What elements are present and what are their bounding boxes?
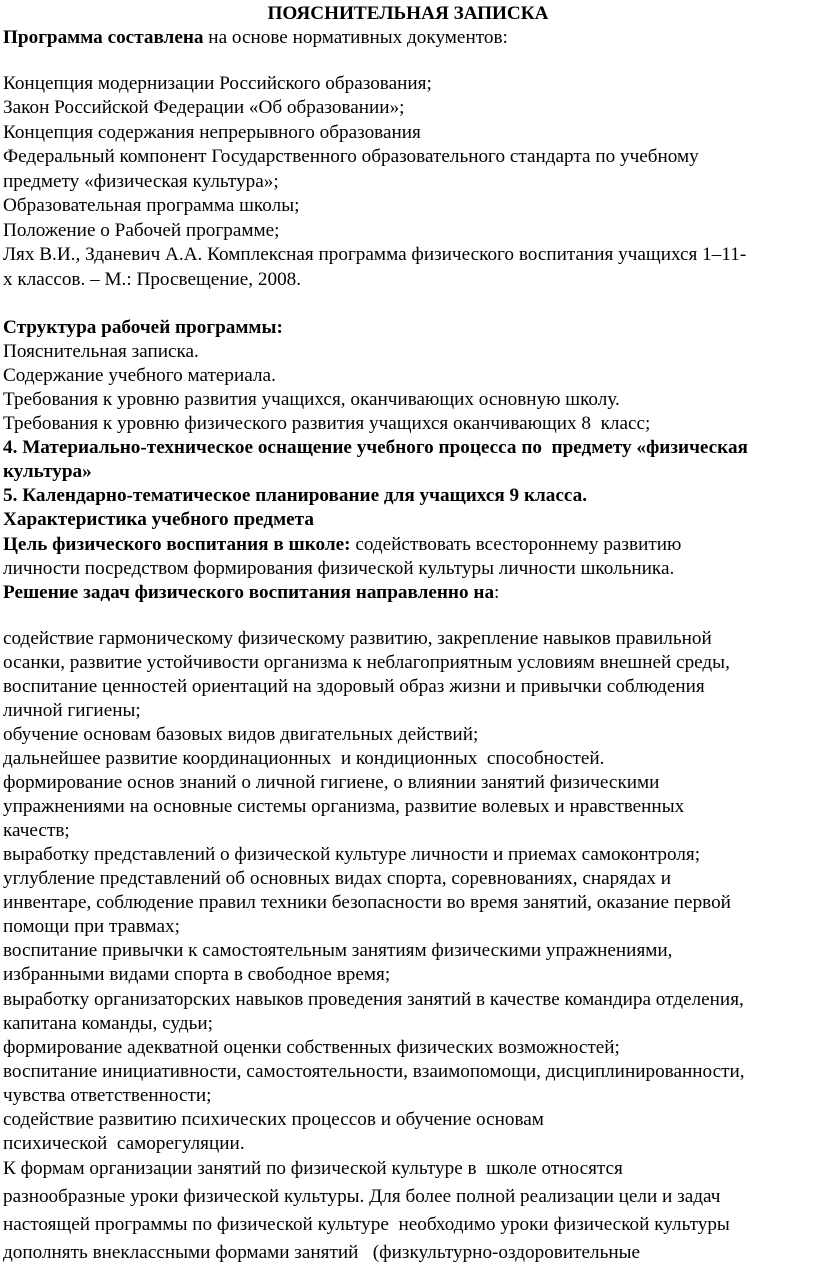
document-item: Концепция модернизации Российского образования; bbox=[3, 73, 432, 94]
task-line: помощи при травмах; bbox=[3, 916, 180, 937]
goal-line bbox=[3, 533, 681, 556]
document-item: х классов. – М.: Просвещение, 2008. bbox=[3, 269, 302, 290]
closing-line: разнообразные уроки физической культуры. Для более полной реализации цели и задач bbox=[3, 1186, 721, 1207]
task-line: содействие развитию психических процессов и обучение основам bbox=[3, 1109, 544, 1130]
task-line: качеств; bbox=[3, 820, 70, 841]
goal-bold: Цель физического воспитания в школе: bbox=[3, 534, 351, 555]
task-line: капитана команды, судьи; bbox=[3, 1013, 213, 1034]
document-item: Положение о Рабочей программе; bbox=[3, 220, 280, 241]
document-item: Закон Российской Федерации «Об образовании»; bbox=[3, 97, 405, 118]
task-line: формирование адекватной оценки собственных физических возможностей; bbox=[3, 1037, 620, 1058]
task-line: воспитание инициативности, самостоятельности, взаимопомощи, дисциплинированности, bbox=[3, 1061, 745, 1082]
task-line: инвентаре, соблюдение правил техники безопасности во время занятий, оказание первой bbox=[3, 892, 731, 913]
structure-bold-item: культура» bbox=[3, 461, 92, 482]
task-line: формирование основ знаний о личной гигиене, о влиянии занятий физическими bbox=[3, 772, 660, 793]
task-line: дальнейшее развитие координационных и кондиционных способностей. bbox=[3, 748, 605, 769]
structure-item: Требования к уровню развития учащихся, оканчивающих основную школу. bbox=[3, 389, 620, 410]
closing-line: К формам организации занятий по физической культуре в школе относятся bbox=[3, 1158, 623, 1179]
tasks-heading-rest: : bbox=[494, 582, 500, 603]
section-heading: Характеристика учебного предмета bbox=[3, 509, 314, 530]
document-item: предмету «физическая культура»; bbox=[3, 171, 279, 192]
structure-bold-item: 5. Календарно-тематическое планирование для учащихся 9 класса. bbox=[3, 485, 588, 506]
structure-item: Содержание учебного материала. bbox=[3, 365, 276, 386]
goal-line-2: личности посредством формирования физической культуры личности школьника. bbox=[3, 558, 675, 579]
closing-line: дополнять внеклассными формами занятий (физкультурно-оздоровительные bbox=[3, 1242, 641, 1263]
task-line: чувства ответственности; bbox=[3, 1085, 212, 1106]
structure-item: Требования к уровню физического развития учащихся оканчивающих 8 класс; bbox=[3, 413, 651, 434]
goal-rest: содействовать всестороннему развитию bbox=[350, 534, 682, 555]
task-line: содействие гармоническому физическому развитию, закрепление навыков правильной bbox=[3, 628, 712, 649]
task-line: осанки, развитие устойчивости организма к неблагоприятным условиям внешней среды, bbox=[3, 652, 730, 673]
closing-line: настоящей программы по физической культуре необходимо уроки физической культуры bbox=[3, 1214, 730, 1235]
task-line: психической саморегуляции. bbox=[3, 1133, 245, 1154]
task-line: избранными видами спорта в свободное время; bbox=[3, 964, 391, 985]
task-line: воспитание привычки к самостоятельным занятиям физическими упражнениями, bbox=[3, 940, 673, 961]
task-line: личной гигиены; bbox=[3, 700, 141, 721]
document-item: Лях В.И., Зданевич А.А. Комплексная программа физического воспитания учащихся 1–11- bbox=[3, 244, 747, 265]
task-line: выработку представлений о физической культуре личности и приемах самоконтроля; bbox=[3, 844, 701, 865]
document-item: Федеральный компонент Государственного образовательного стандарта по учебному bbox=[3, 146, 699, 167]
structure-heading: Структура рабочей программы: bbox=[3, 317, 283, 338]
document-item: Концепция содержания непрерывного образования bbox=[3, 122, 421, 143]
intro-line bbox=[3, 26, 508, 49]
page-title: ПОЯСНИТЕЛЬНАЯ ЗАПИСКА bbox=[267, 3, 549, 24]
task-line: воспитание ценностей ориентаций на здоровый образ жизни и привычки соблюдения bbox=[3, 676, 705, 697]
intro-bold: Программа составлена bbox=[3, 27, 204, 48]
task-line: углубление представлений об основных видах спорта, соревнованиях, снарядах и bbox=[3, 868, 672, 889]
task-line: выработку организаторских навыков проведения занятий в качестве командира отделения, bbox=[3, 989, 744, 1010]
task-line: обучение основам базовых видов двигательных действий; bbox=[3, 724, 479, 745]
intro-rest: на основе нормативных документов: bbox=[203, 27, 508, 48]
tasks-heading bbox=[3, 581, 499, 604]
document-item: Образовательная программа школы; bbox=[3, 195, 300, 216]
structure-bold-item: 4. Материально-техническое оснащение учебного процесса по предмету «физическая bbox=[3, 437, 748, 458]
task-line: упражнениями на основные системы организма, развитие волевых и нравственных bbox=[3, 796, 685, 817]
tasks-heading-bold: Решение задач физического воспитания направленно на bbox=[3, 582, 495, 603]
structure-item: Пояснительная записка. bbox=[3, 341, 199, 362]
